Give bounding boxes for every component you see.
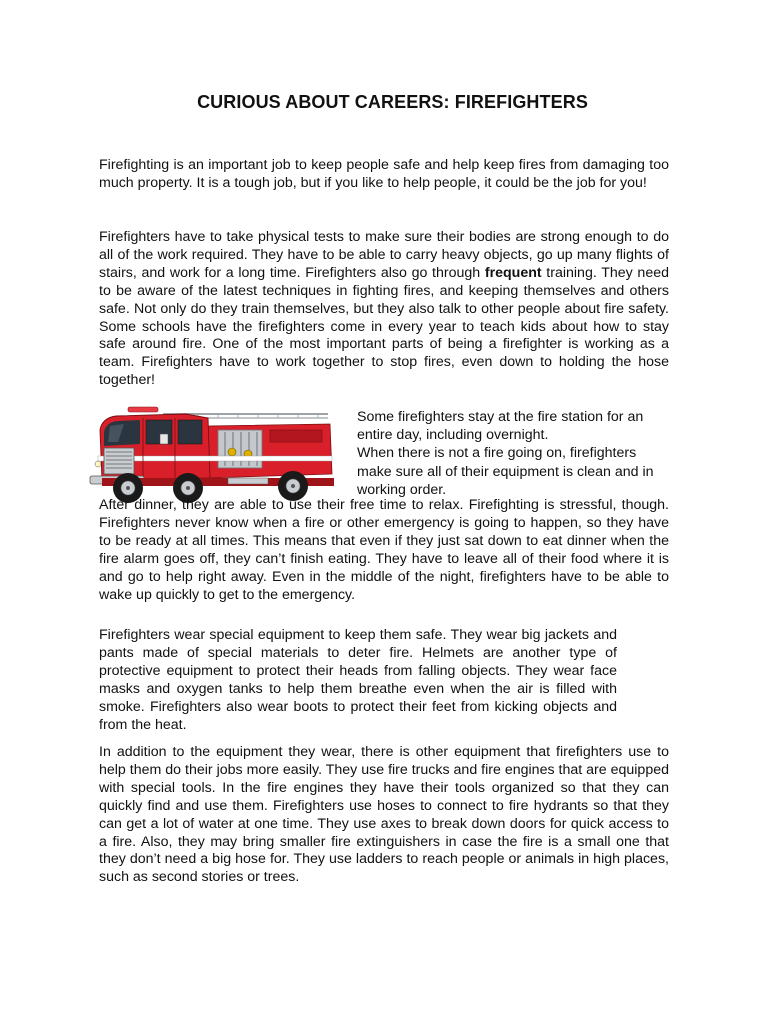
protective-equipment-paragraph: Firefighters wear special equipment to keep them safe. They wear big jackets and pants made of special materials to deter fire. Helmets are another type of protective equipment to protect their heads from falling objects. They wear face masks and oxygen tanks to help them breathe even when the air is filled with smoke. Firefighters also wear boots to protect their feet from kicking objects and from the heat.: [99, 627, 617, 733]
fire-station-text: [357, 408, 657, 499]
overnight-sentence: Some firefighters stay at the fire station for an entire day, including overnight.: [357, 409, 644, 444]
training-text-end: training. They need to be aware of the latest techniques in fighting fires, and keeping themselves and others safe. Not only do they train themselves, but they also talk to other people about fire safety. Some schools have the firefighters come in every year to teach kids about how to stay safe around fire. One of the most important parts of being a firefighter is working as a team. Firefighters have to work together to stop fires, even down to holding the hose together!: [99, 264, 669, 389]
fire-truck-illustration: [88, 404, 338, 508]
emergency-paragraph: After dinner, they are able to use their free time to relax. Firefighting is stressful, though. Firefighters never know when a fire or other emergency is going to happen, so they have to be ready at all times. This means that even if they just sat down to eat dinner when the fire alarm goes off, they can’t finish eating. They have to leave all of their food where it is and go to help right away. Even in the middle of the night, firefighters have to be able to wake up quickly to get to the emergency.: [99, 497, 669, 603]
training-paragraph: [99, 229, 669, 390]
tools-paragraph: In addition to the equipment they wear, there is other equipment that firefighters use to help them do their jobs more easily. They use fire trucks and fire engines that are equipped with special tools. In the fire engines they have their tools organized so that they can quickly find and use them. Firefighters use hoses to connect to fire hydrants so that they can get a lot of water at one time. They use axes to break down doors for quick access to a fire. Also, they may bring smaller fire extinguishers in case the fire is a small one that they don’t need a big hose for. They use ladders to reach people or animals in high places, such as second stories or trees.: [99, 744, 669, 886]
training-text-start: Firefighters have to take physical tests to make sure their bodies are strong enough to do all of the work required. They have to be able to carry heavy objects, go up many flights of stairs, and work for a long time. Firefighters also go through: [99, 229, 669, 281]
intro-paragraph: Firefighting is an important job to keep people safe and help keep fires from damaging too much property. It is a tough job, but if you like to help people, it could be the job for you!: [99, 157, 669, 191]
page-title: CURIOUS ABOUT CAREERS: FIREFIGHTERS: [197, 92, 588, 112]
bold-word-frequent: frequent: [484, 264, 542, 281]
equipment-cleaning-sentence: When there is not a fire going on, firefighters make sure all of their equipment is clean and in working order.: [357, 445, 654, 498]
